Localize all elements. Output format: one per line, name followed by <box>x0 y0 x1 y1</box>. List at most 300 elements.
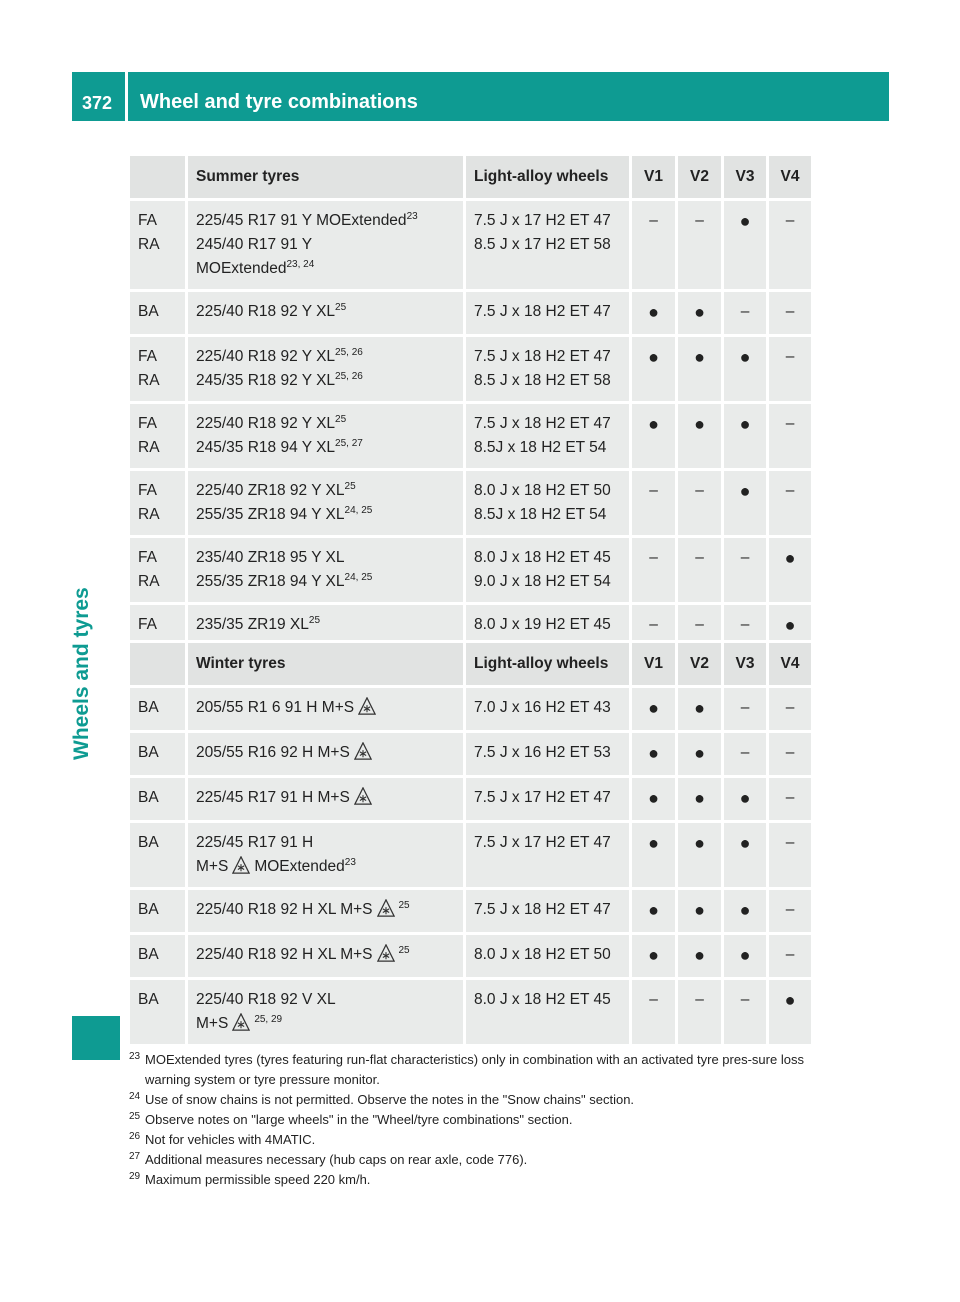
page-header <box>72 72 889 121</box>
footnote-ref: 24, 25 <box>344 505 373 516</box>
axle-position: RA <box>138 236 160 253</box>
tyre-size: 225/40 ZR18 92 Y XL <box>196 482 345 499</box>
tyre-size: 225/40 R18 92 Y XL <box>196 303 336 320</box>
variant-mark-v3 <box>723 470 768 537</box>
variant-mark-v3 <box>723 537 768 604</box>
tyres-header: Winter tyres <box>187 642 465 687</box>
available-bullet: ● <box>739 211 751 231</box>
tyres-header: Summer tyres <box>187 155 465 200</box>
not-available-dash: – <box>695 991 704 1008</box>
variant-mark-v1 <box>631 979 677 1046</box>
variant-mark-v4 <box>768 336 813 403</box>
not-available-dash: – <box>740 549 750 566</box>
tyre-size: 225/45 R17 91 H M+S <box>196 789 350 806</box>
axle-position: FA <box>138 549 157 566</box>
axle-position: BA <box>138 991 159 1008</box>
snowflake-mountain-icon <box>232 1013 250 1031</box>
snowflake-mountain-icon <box>354 742 372 760</box>
axle-position-cell <box>129 687 187 732</box>
not-available-dash: – <box>740 616 750 633</box>
wheel-spec-cell <box>465 934 631 979</box>
footnote-text: Maximum permissible speed 220 km/h. <box>145 1172 371 1187</box>
footnote-number: 27 <box>129 1151 141 1162</box>
available-bullet: ● <box>648 698 659 718</box>
footnote-ref: 25, 29 <box>254 1014 283 1025</box>
axle-position: BA <box>138 744 159 761</box>
footnote <box>129 1110 819 1130</box>
variant-mark-v3 <box>723 200 768 291</box>
wheel-spec: 8.0 J x 18 H2 ET 45 <box>474 549 611 566</box>
snowflake-mountain-icon <box>377 899 395 917</box>
table-row <box>129 336 813 403</box>
not-available-dash: – <box>785 482 795 499</box>
variant-mark-v2 <box>677 979 723 1046</box>
tyre-size-line <box>196 831 455 855</box>
not-available-dash: – <box>695 616 704 633</box>
not-available-dash: – <box>785 699 795 716</box>
tyre-size: 255/35 ZR18 94 Y XL <box>196 573 345 590</box>
footnote-text: MOExtended tyres (tyres featuring run-flat characteristics) only in combination with an activated tyre pres-sure loss warning system or tyre pressure monitor. <box>145 1052 804 1087</box>
axle-position: RA <box>138 439 160 456</box>
variant-mark-v3 <box>723 403 768 470</box>
v2-header: V2 <box>677 155 723 200</box>
variant-mark-v3 <box>723 336 768 403</box>
available-bullet: ● <box>739 833 751 853</box>
axle-position-cell <box>129 777 187 822</box>
wheel-spec-cell <box>465 336 631 403</box>
not-available-dash: – <box>785 834 795 851</box>
tyre-size: 225/40 R18 92 Y XL <box>196 415 336 432</box>
not-available-dash: – <box>785 212 795 229</box>
available-bullet: ● <box>694 414 705 434</box>
footnotes <box>129 1050 819 1190</box>
variant-mark-v2 <box>677 822 723 889</box>
tyre-size: 225/45 R17 91 Y MOExtended <box>196 212 407 229</box>
variant-mark-v2 <box>677 470 723 537</box>
variant-mark-v4 <box>768 732 813 777</box>
table-row <box>129 732 813 777</box>
not-available-dash: – <box>740 744 750 761</box>
available-bullet: ● <box>694 347 705 367</box>
available-bullet: ● <box>739 788 751 808</box>
tyre-size-cell <box>187 291 465 336</box>
not-available-dash: – <box>785 789 795 806</box>
footnote-ref: 23 <box>406 211 418 222</box>
not-available-dash: – <box>785 348 795 365</box>
variant-mark-v2 <box>677 403 723 470</box>
not-available-dash: – <box>649 549 658 566</box>
tyre-size-line <box>196 855 455 879</box>
axle-position: BA <box>138 834 159 851</box>
axle-position: BA <box>138 303 159 320</box>
axle-position: RA <box>138 372 160 389</box>
position-header <box>129 642 187 687</box>
variant-mark-v3 <box>723 979 768 1046</box>
footnote <box>129 1150 819 1170</box>
available-bullet: ● <box>784 548 796 568</box>
footnote-number: 25 <box>129 1111 141 1122</box>
table-header-row <box>129 155 813 200</box>
not-available-dash: – <box>740 303 750 320</box>
footnote-ref: 25 <box>398 945 410 956</box>
snowflake-mountain-icon <box>377 944 395 962</box>
variant-mark-v3 <box>723 822 768 889</box>
axle-position: FA <box>138 482 157 499</box>
variant-mark-v4 <box>768 934 813 979</box>
available-bullet: ● <box>648 788 659 808</box>
tyre-size-line <box>196 412 455 436</box>
wheel-spec-cell <box>465 537 631 604</box>
wheel-spec-cell <box>465 200 631 291</box>
tyre-size-line <box>196 369 455 393</box>
available-bullet: ● <box>694 900 705 920</box>
summer-tyres-table <box>127 153 814 672</box>
available-bullet: ● <box>694 945 705 965</box>
variant-mark-v2 <box>677 200 723 291</box>
tyre-size: 245/35 R18 92 Y XL <box>196 372 336 389</box>
table-row <box>129 687 813 732</box>
tyre-size-line <box>196 209 455 233</box>
variant-mark-v2 <box>677 934 723 979</box>
variant-mark-v2 <box>677 291 723 336</box>
tyre-size-cell <box>187 200 465 291</box>
position-header <box>129 155 187 200</box>
axle-position-cell <box>129 200 187 291</box>
tyre-size-line <box>196 300 455 324</box>
wheel-spec: 7.5 J x 16 H2 ET 53 <box>474 744 611 761</box>
not-available-dash: – <box>695 549 704 566</box>
variant-mark-v4 <box>768 889 813 934</box>
available-bullet: ● <box>739 347 751 367</box>
axle-position-cell <box>129 979 187 1046</box>
v1-header: V1 <box>631 642 677 687</box>
axle-position: RA <box>138 506 160 523</box>
footnote-ref: 25 <box>335 302 347 313</box>
variant-mark-v2 <box>677 687 723 732</box>
side-tab-label: Wheels and tyres <box>70 587 93 760</box>
table-row <box>129 200 813 291</box>
v2-header: V2 <box>677 642 723 687</box>
table-row <box>129 777 813 822</box>
tyre-size-line <box>196 786 455 810</box>
tyre-size: 235/35 ZR19 XL <box>196 616 309 633</box>
wheel-spec: 7.5 J x 18 H2 ET 47 <box>474 901 611 918</box>
wheels-header: Light-alloy wheels <box>465 642 631 687</box>
tyre-size-cell <box>187 537 465 604</box>
wheel-spec: 7.5 J x 18 H2 ET 47 <box>474 303 611 320</box>
available-bullet: ● <box>784 615 796 635</box>
available-bullet: ● <box>694 302 705 322</box>
snowflake-mountain-icon <box>354 787 372 805</box>
footnote-text: Observe notes on "large wheels" in the "Wheel/tyre combinations" section. <box>145 1112 573 1127</box>
wheel-spec: 7.5 J x 17 H2 ET 47 <box>474 212 611 229</box>
wheel-spec-cell <box>465 889 631 934</box>
variant-mark-v4 <box>768 470 813 537</box>
footnote-number: 26 <box>129 1131 141 1142</box>
footnote <box>129 1050 819 1090</box>
tyre-size-line <box>196 1012 455 1036</box>
tyre-size: M+S <box>196 1015 229 1032</box>
tyre-size-line <box>196 898 455 922</box>
tyre-size: 225/40 R18 92 H XL M+S <box>196 946 373 963</box>
footnote <box>129 1170 819 1190</box>
available-bullet: ● <box>739 481 751 501</box>
not-available-dash: – <box>740 699 750 716</box>
table-row <box>129 470 813 537</box>
tyre-size-cell <box>187 687 465 732</box>
footnote-ref: 25, 27 <box>335 438 363 449</box>
tyre-size-cell <box>187 336 465 403</box>
wheel-spec: 7.5 J x 17 H2 ET 47 <box>474 834 611 851</box>
available-bullet: ● <box>739 945 751 965</box>
tyre-size: 205/55 R1 6 91 H M+S <box>196 699 355 716</box>
variant-mark-v2 <box>677 777 723 822</box>
variant-mark-v4 <box>768 200 813 291</box>
tyre-size-line <box>196 233 455 257</box>
not-available-dash: – <box>649 991 658 1008</box>
variant-mark-v4 <box>768 777 813 822</box>
available-bullet: ● <box>648 945 659 965</box>
variant-mark-v3 <box>723 777 768 822</box>
tyre-size-line <box>196 257 455 281</box>
variant-mark-v1 <box>631 403 677 470</box>
v1-header: V1 <box>631 155 677 200</box>
not-available-dash: – <box>740 991 750 1008</box>
tyre-size-line <box>196 546 455 570</box>
tyre-size-line <box>196 345 455 369</box>
tyre-size-cell <box>187 889 465 934</box>
variant-mark-v4 <box>768 822 813 889</box>
tyre-size-cell <box>187 732 465 777</box>
available-bullet: ● <box>648 833 659 853</box>
variant-mark-v1 <box>631 200 677 291</box>
v4-header: V4 <box>768 155 813 200</box>
page-number: 372 <box>82 93 113 113</box>
footnote-number: 23 <box>129 1051 141 1062</box>
tyre-size-cell <box>187 979 465 1046</box>
variant-mark-v4 <box>768 687 813 732</box>
table-header-row <box>129 642 813 687</box>
available-bullet: ● <box>648 302 659 322</box>
axle-position: BA <box>138 946 159 963</box>
axle-position: BA <box>138 699 159 716</box>
tyre-size: M+S <box>196 858 229 875</box>
axle-position: FA <box>138 348 157 365</box>
tyre-size: 225/40 R18 92 H XL M+S <box>196 901 373 918</box>
tyre-size: 235/40 ZR18 95 Y XL <box>196 549 345 566</box>
available-bullet: ● <box>648 347 659 367</box>
wheel-spec-cell <box>465 822 631 889</box>
tyre-size-cell <box>187 934 465 979</box>
available-bullet: ● <box>694 788 705 808</box>
variant-mark-v2 <box>677 537 723 604</box>
variant-mark-v3 <box>723 687 768 732</box>
available-bullet: ● <box>648 900 659 920</box>
variant-mark-v2 <box>677 336 723 403</box>
footnote-text: Additional measures necessary (hub caps on rear axle, code 776). <box>145 1152 528 1167</box>
axle-position: BA <box>138 901 159 918</box>
table-row <box>129 403 813 470</box>
not-available-dash: – <box>785 901 795 918</box>
wheel-spec: 8.0 J x 18 H2 ET 50 <box>474 482 611 499</box>
available-bullet: ● <box>648 414 659 434</box>
side-tab-block <box>72 1016 120 1060</box>
not-available-dash: – <box>649 616 658 633</box>
variant-mark-v1 <box>631 687 677 732</box>
tyre-size-line <box>196 696 455 720</box>
tyre-size: 245/40 R17 91 Y <box>196 236 313 253</box>
not-available-dash: – <box>785 303 795 320</box>
header-divider <box>125 72 128 121</box>
footnote-ref: 25 <box>398 900 410 911</box>
tyre-size-line <box>196 479 455 503</box>
variant-mark-v4 <box>768 979 813 1046</box>
axle-position-cell <box>129 291 187 336</box>
tyre-size-cell <box>187 403 465 470</box>
v3-header: V3 <box>723 155 768 200</box>
wheel-spec: 8.5J x 18 H2 ET 54 <box>474 439 607 456</box>
table-row <box>129 291 813 336</box>
wheel-spec: 8.5J x 18 H2 ET 54 <box>474 506 607 523</box>
wheel-spec-cell <box>465 732 631 777</box>
not-available-dash: – <box>785 415 795 432</box>
tyre-size: 225/40 R18 92 Y XL <box>196 348 336 365</box>
tyre-size: MOExtended <box>196 260 287 277</box>
axle-position: BA <box>138 789 159 806</box>
tyre-size-line <box>196 436 455 460</box>
wheel-spec: 8.0 J x 18 H2 ET 45 <box>474 991 611 1008</box>
wheel-spec: 8.5 J x 18 H2 ET 58 <box>474 372 611 389</box>
not-available-dash: – <box>785 744 795 761</box>
available-bullet: ● <box>739 900 751 920</box>
footnote-text: Not for vehicles with 4MATIC. <box>145 1132 316 1147</box>
wheel-spec: 7.0 J x 16 H2 ET 43 <box>474 699 611 716</box>
wheel-spec-cell <box>465 979 631 1046</box>
not-available-dash: – <box>649 482 658 499</box>
available-bullet: ● <box>694 743 705 763</box>
variant-mark-v4 <box>768 537 813 604</box>
variant-mark-v1 <box>631 777 677 822</box>
winter-tyres-table <box>127 640 814 1047</box>
available-bullet: ● <box>694 698 705 718</box>
axle-position-cell <box>129 934 187 979</box>
wheel-spec: 8.0 J x 19 H2 ET 45 <box>474 616 611 633</box>
table-row <box>129 934 813 979</box>
variant-mark-v1 <box>631 822 677 889</box>
axle-position-cell <box>129 403 187 470</box>
footnote-number: 29 <box>129 1171 141 1182</box>
available-bullet: ● <box>648 743 659 763</box>
variant-mark-v3 <box>723 934 768 979</box>
wheel-spec: 9.0 J x 18 H2 ET 54 <box>474 573 611 590</box>
footnote-ref: 25, 26 <box>335 371 363 382</box>
tyre-size-line <box>196 570 455 594</box>
tyre-size-cell <box>187 822 465 889</box>
axle-position: FA <box>138 415 157 432</box>
variant-mark-v4 <box>768 291 813 336</box>
available-bullet: ● <box>739 414 751 434</box>
variant-mark-v2 <box>677 889 723 934</box>
available-bullet: ● <box>694 833 705 853</box>
wheel-spec-cell <box>465 470 631 537</box>
footnote-ref: 25, 26 <box>335 347 363 358</box>
axle-position: RA <box>138 573 160 590</box>
wheel-spec-cell <box>465 777 631 822</box>
not-available-dash: – <box>695 212 704 229</box>
footnote <box>129 1130 819 1150</box>
tyre-size-cell <box>187 777 465 822</box>
wheel-spec-cell <box>465 291 631 336</box>
variant-mark-v3 <box>723 732 768 777</box>
variant-mark-v3 <box>723 291 768 336</box>
wheel-spec: 8.0 J x 18 H2 ET 50 <box>474 946 611 963</box>
tyre-size-cell <box>187 470 465 537</box>
table-row <box>129 889 813 934</box>
tyre-size: 245/35 R18 94 Y XL <box>196 439 336 456</box>
tyre-size: 255/35 ZR18 94 Y XL <box>196 506 345 523</box>
tyre-size-line <box>196 613 455 637</box>
v3-header: V3 <box>723 642 768 687</box>
wheel-spec-cell <box>465 403 631 470</box>
snowflake-mountain-icon <box>232 856 250 874</box>
variant-mark-v4 <box>768 403 813 470</box>
table-row <box>129 537 813 604</box>
footnote-ref: 23 <box>344 857 356 868</box>
footnote-number: 24 <box>129 1091 141 1102</box>
tyre-size-suffix: MOExtended <box>254 858 345 875</box>
variant-mark-v1 <box>631 291 677 336</box>
axle-position: FA <box>138 616 157 633</box>
snowflake-mountain-icon <box>358 697 376 715</box>
footnote-ref: 24, 25 <box>344 572 373 583</box>
footnote-ref: 23, 24 <box>286 259 315 270</box>
wheel-spec: 7.5 J x 17 H2 ET 47 <box>474 789 611 806</box>
page-title: Wheel and tyre combinations <box>140 91 418 113</box>
tyre-size: 205/55 R16 92 H M+S <box>196 744 350 761</box>
wheel-spec: 7.5 J x 18 H2 ET 47 <box>474 415 611 432</box>
wheel-spec: 8.5 J x 17 H2 ET 58 <box>474 236 611 253</box>
footnote <box>129 1090 819 1110</box>
axle-position-cell <box>129 470 187 537</box>
tyre-size-line <box>196 943 455 967</box>
axle-position: FA <box>138 212 157 229</box>
tyre-size-line <box>196 503 455 527</box>
wheel-spec: 7.5 J x 18 H2 ET 47 <box>474 348 611 365</box>
not-available-dash: – <box>695 482 704 499</box>
wheel-spec-cell <box>465 687 631 732</box>
variant-mark-v1 <box>631 889 677 934</box>
variant-mark-v1 <box>631 537 677 604</box>
variant-mark-v1 <box>631 470 677 537</box>
not-available-dash: – <box>649 212 658 229</box>
table-row <box>129 979 813 1046</box>
axle-position-cell <box>129 889 187 934</box>
v4-header: V4 <box>768 642 813 687</box>
variant-mark-v1 <box>631 336 677 403</box>
tyre-size: 225/40 R18 92 V XL <box>196 991 336 1008</box>
available-bullet: ● <box>784 990 796 1010</box>
variant-mark-v1 <box>631 934 677 979</box>
footnote-ref: 25 <box>335 414 347 425</box>
tyre-size-line <box>196 741 455 765</box>
variant-mark-v1 <box>631 732 677 777</box>
not-available-dash: – <box>785 946 795 963</box>
axle-position-cell <box>129 537 187 604</box>
footnote-ref: 25 <box>344 481 356 492</box>
axle-position-cell <box>129 732 187 777</box>
axle-position-cell <box>129 822 187 889</box>
table-row <box>129 822 813 889</box>
